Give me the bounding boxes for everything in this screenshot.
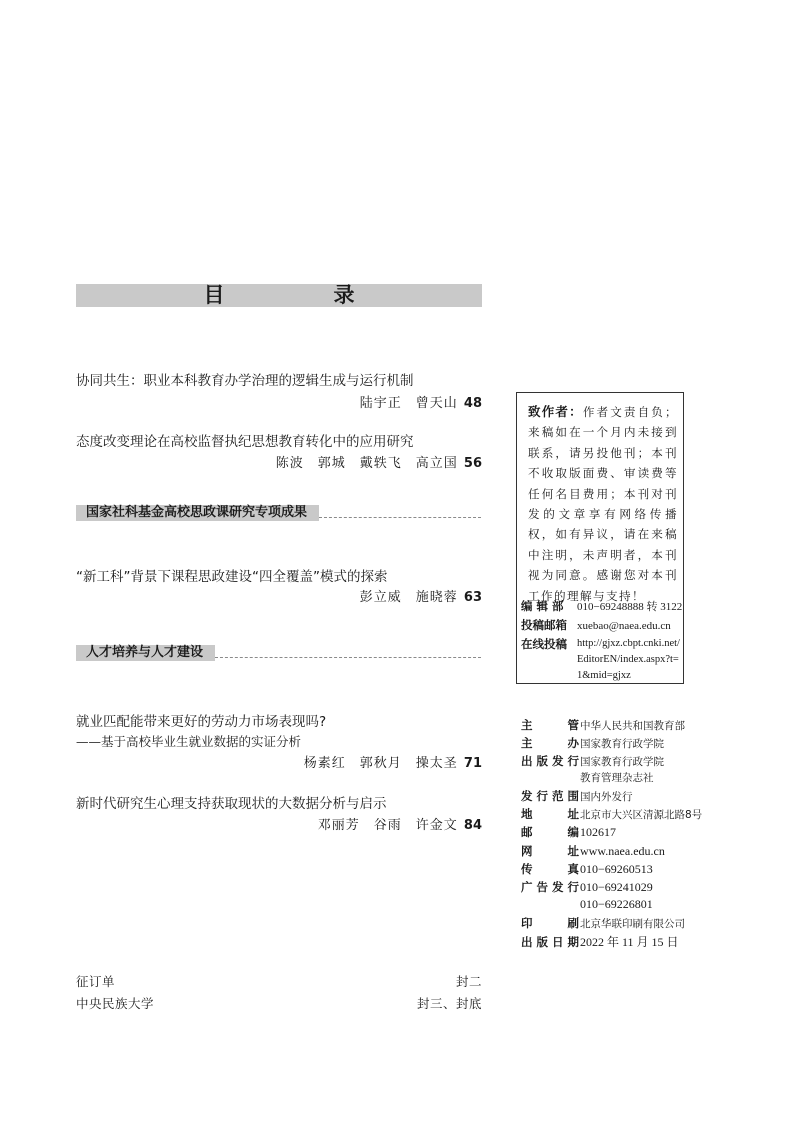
pub-info-value: 教育管理杂志社 (580, 772, 654, 784)
article-page: 56 (463, 456, 482, 471)
pub-info-value: 010−69226801 (580, 897, 653, 911)
article-page: 71 (463, 756, 482, 771)
article-authors: 陈波 郭城 戴轶飞 高立国 (275, 456, 458, 471)
pub-info-row (521, 735, 664, 751)
pub-info-label: 传真 (521, 862, 579, 876)
pub-info-label: 主管 (521, 718, 579, 732)
pub-info-row (521, 788, 633, 804)
contact-value[interactable]: xuebao@naea.edu.cn (577, 620, 671, 632)
pub-info-label: 主办 (521, 736, 579, 750)
pub-info-row (521, 753, 664, 769)
article-byline (304, 752, 482, 771)
article-authors: 陆宇正 曾天山 (359, 396, 458, 411)
article-authors: 邓丽芳 谷雨 许金文 (317, 818, 458, 833)
article-subtitle: ——基于高校毕业生就业数据的实证分析 (76, 734, 302, 749)
notice-lead: 致作者： (528, 404, 583, 419)
pub-info-row (521, 717, 685, 733)
pub-info-row (521, 843, 665, 859)
article-byline (360, 586, 482, 605)
article-byline (276, 452, 482, 471)
section-heading (76, 645, 481, 661)
pub-info-label: 印刷 (521, 916, 579, 930)
pub-info-row (521, 897, 653, 912)
pub-info-row (521, 806, 702, 822)
contact-label: 在线投稿 (521, 637, 567, 651)
article-page: 48 (463, 396, 482, 411)
section-label: 人才培养与人才建设 (76, 645, 215, 661)
contact-label: 编 辑 部 (521, 599, 564, 613)
pub-info-label: 邮编 (521, 825, 579, 839)
section-heading (76, 505, 481, 521)
article-title[interactable]: 协同共生：职业本科教育办学治理的逻辑生成与运行机制 (76, 373, 414, 389)
pub-info-label: 出版发行 (521, 754, 579, 768)
section-divider (215, 648, 481, 658)
pub-info-label: 地址 (521, 807, 579, 821)
pub-info-label: 出版日期 (521, 935, 579, 949)
pub-info-label: 广告发行 (521, 880, 579, 894)
pub-info-value: 国家教育行政学院 (580, 756, 664, 768)
article-page: 63 (463, 590, 482, 605)
pub-info-row (521, 933, 679, 950)
pub-info-label: 网址 (521, 844, 579, 858)
notice-body: 作者文责自负；来稿如在一个月内未接到联系，请另投他刊；本刊不收取版面费、审读费等任何名目费用；本刊对刊发的文章享有网络传播权，如有异议，请在来稿中注明，未声明者，本刊视为同意。感谢您对本刊工作的理解与支持！ (528, 405, 678, 603)
pub-info-row (521, 824, 616, 840)
article-title[interactable]: “新工科”背景下课程思政建设“四全覆盖”模式的探索 (76, 569, 388, 585)
pub-info-value: 北京华联印刷有限公司 (580, 918, 685, 930)
pub-info-value: 北京市大兴区清源北路8号 (580, 809, 703, 821)
article-page: 84 (463, 818, 482, 833)
pub-info-row (521, 861, 653, 877)
pub-info-value: 国内外发行 (580, 791, 633, 803)
author-notice (528, 402, 678, 606)
contact-value: 010−69248888 转 3122 (577, 601, 683, 613)
footer-item-page: 封三、封底 (416, 996, 482, 1011)
pub-info-value: 2022 年 11 月 15 日 (580, 935, 679, 949)
contact-email (521, 617, 671, 633)
article-byline (318, 814, 482, 833)
contact-online (521, 636, 577, 652)
article-authors: 杨素红 郭秋月 操太圣 (303, 756, 458, 771)
footer-item-label: 征订单 (76, 974, 116, 989)
contact-editorial (521, 598, 682, 614)
article-title[interactable]: 就业匹配能带来更好的劳动力市场表现吗? (76, 714, 327, 730)
pub-info-value: 102617 (580, 825, 616, 839)
article-title[interactable]: 态度改变理论在高校监督执纪思想教育转化中的应用研究 (76, 434, 414, 450)
contact-label: 投稿邮箱 (521, 618, 567, 632)
pub-info-row (521, 915, 685, 931)
footer-item-label: 中央民族大学 (76, 996, 155, 1011)
pub-info-row (521, 879, 653, 895)
pub-info-label: 发行范围 (521, 789, 579, 803)
pub-info-value: 010−69260513 (580, 862, 653, 876)
pub-info-value[interactable]: www.naea.edu.cn (580, 844, 665, 858)
section-label: 国家社科基金高校思政课研究专项成果 (76, 505, 319, 521)
article-authors: 彭立威 施晓蓉 (359, 590, 458, 605)
pub-info-value: 国家教育行政学院 (580, 738, 664, 750)
pub-info-value: 010−69241029 (580, 880, 653, 894)
article-byline (360, 392, 482, 411)
section-divider (319, 508, 481, 518)
submission-url[interactable]: http://gjxz.cbpt.cnki.net/EditorEN/index.aspx?t=1&mid=gjxz (577, 638, 680, 681)
pub-info-row (521, 770, 654, 785)
article-title[interactable]: 新时代研究生心理支持获取现状的大数据分析与启示 (76, 796, 387, 812)
toc-title: 目 录 (76, 284, 482, 307)
footer-item-page: 封二 (455, 974, 482, 989)
pub-info-value: 中华人民共和国教育部 (580, 720, 685, 732)
